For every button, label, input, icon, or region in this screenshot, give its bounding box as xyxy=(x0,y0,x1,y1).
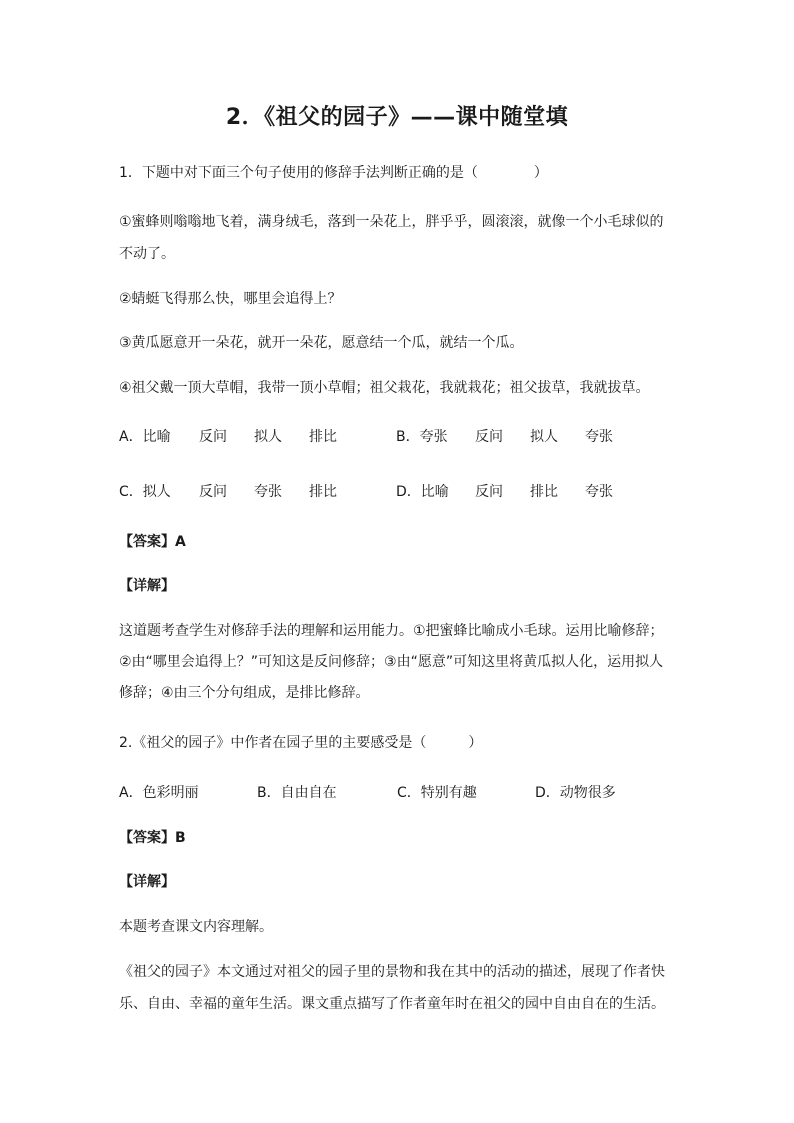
option-d-term-4: 夸张 xyxy=(585,484,613,500)
question-1-detail-line-3: 修辞；④由三个分句组成，是排比修辞。 xyxy=(119,685,370,701)
option-a-term-4: 排比 xyxy=(309,429,337,445)
option-c-term-3: 夸张 xyxy=(254,484,282,500)
sentence-1-line-2: 不动了。 xyxy=(119,246,175,262)
options-row-cd xyxy=(119,482,679,502)
question-2-answer: 【答案】B xyxy=(119,830,186,846)
option-a-label: A．比喻 xyxy=(119,429,171,445)
sentence-2: ②蜻蜓飞得那么快，哪里会追得上？ xyxy=(119,291,342,307)
q2-option-b: B．自由自在 xyxy=(257,785,337,801)
question-1-detail-line-2: ②由“哪里会追得上？”可知这是反问修辞；③由“愿意”可知这里将黄瓜拟人化，运用拟人 xyxy=(119,654,664,670)
option-b-term-4: 夸张 xyxy=(585,429,613,445)
option-a-term-2: 反问 xyxy=(199,429,227,445)
option-c-term-4: 排比 xyxy=(309,484,337,500)
q2-option-c: C．特别有趣 xyxy=(397,785,477,801)
question-2-options xyxy=(119,783,679,803)
q2-option-a: A．色彩明丽 xyxy=(119,785,199,801)
question-2-detail-label: 【详解】 xyxy=(119,874,175,890)
page-title: 2．《祖父的园子》——课中随堂填 xyxy=(225,105,569,130)
option-d-term-2: 反问 xyxy=(475,484,503,500)
option-c-label: C．拟人 xyxy=(119,484,171,500)
question-2-detail-line-2: 《祖父的园子》本文通过对祖父的园子里的景物和我在其中的活动的描述，展现了作者快 xyxy=(119,964,665,980)
option-b-label: B．夸张 xyxy=(396,429,448,445)
option-c-term-2: 反问 xyxy=(199,484,227,500)
question-2-detail-line-1: 本题考查课文内容理解。 xyxy=(119,919,273,935)
options-row-ab xyxy=(119,427,679,447)
question-2-detail-line-3: 乐、自由、幸福的童年生活。课文重点描写了作者童年时在祖父的园中自由自在的生活。 xyxy=(119,996,665,1012)
q2-option-d: D．动物很多 xyxy=(535,785,616,801)
question-1-detail-line-1: 这道题考查学生对修辞手法的理解和运用能力。①把蜜蜂比喻成小毛球。运用比喻修辞； xyxy=(119,623,664,639)
sentence-3: ③黄瓜愿意开一朵花，就开一朵花，愿意结一个瓜，就结一个瓜。 xyxy=(119,335,524,351)
question-1-detail-label: 【详解】 xyxy=(119,578,175,594)
option-b-term-3: 拟人 xyxy=(530,429,558,445)
sentence-1-line-1: ①蜜蜂则嗡嗡地飞着，满身绒毛，落到一朵花上，胖乎乎，圆滚滚，就像一个小毛球似的 xyxy=(119,214,664,230)
option-d-term-3: 排比 xyxy=(530,484,558,500)
sentence-4: ④祖父戴一顶大草帽，我带一顶小草帽；祖父栽花，我就栽花；祖父拔草，我就拔草。 xyxy=(119,380,650,396)
question-1-stem: 1．下题中对下面三个句子使用的修辞手法判断正确的是（ ） xyxy=(119,165,548,181)
question-2-stem: 2.《祖父的园子》中作者在园子里的主要感受是（ ） xyxy=(119,735,483,751)
question-1-answer: 【答案】A xyxy=(119,534,186,550)
option-d-label: D．比喻 xyxy=(396,484,449,500)
option-a-term-3: 拟人 xyxy=(254,429,282,445)
option-b-term-2: 反问 xyxy=(475,429,503,445)
